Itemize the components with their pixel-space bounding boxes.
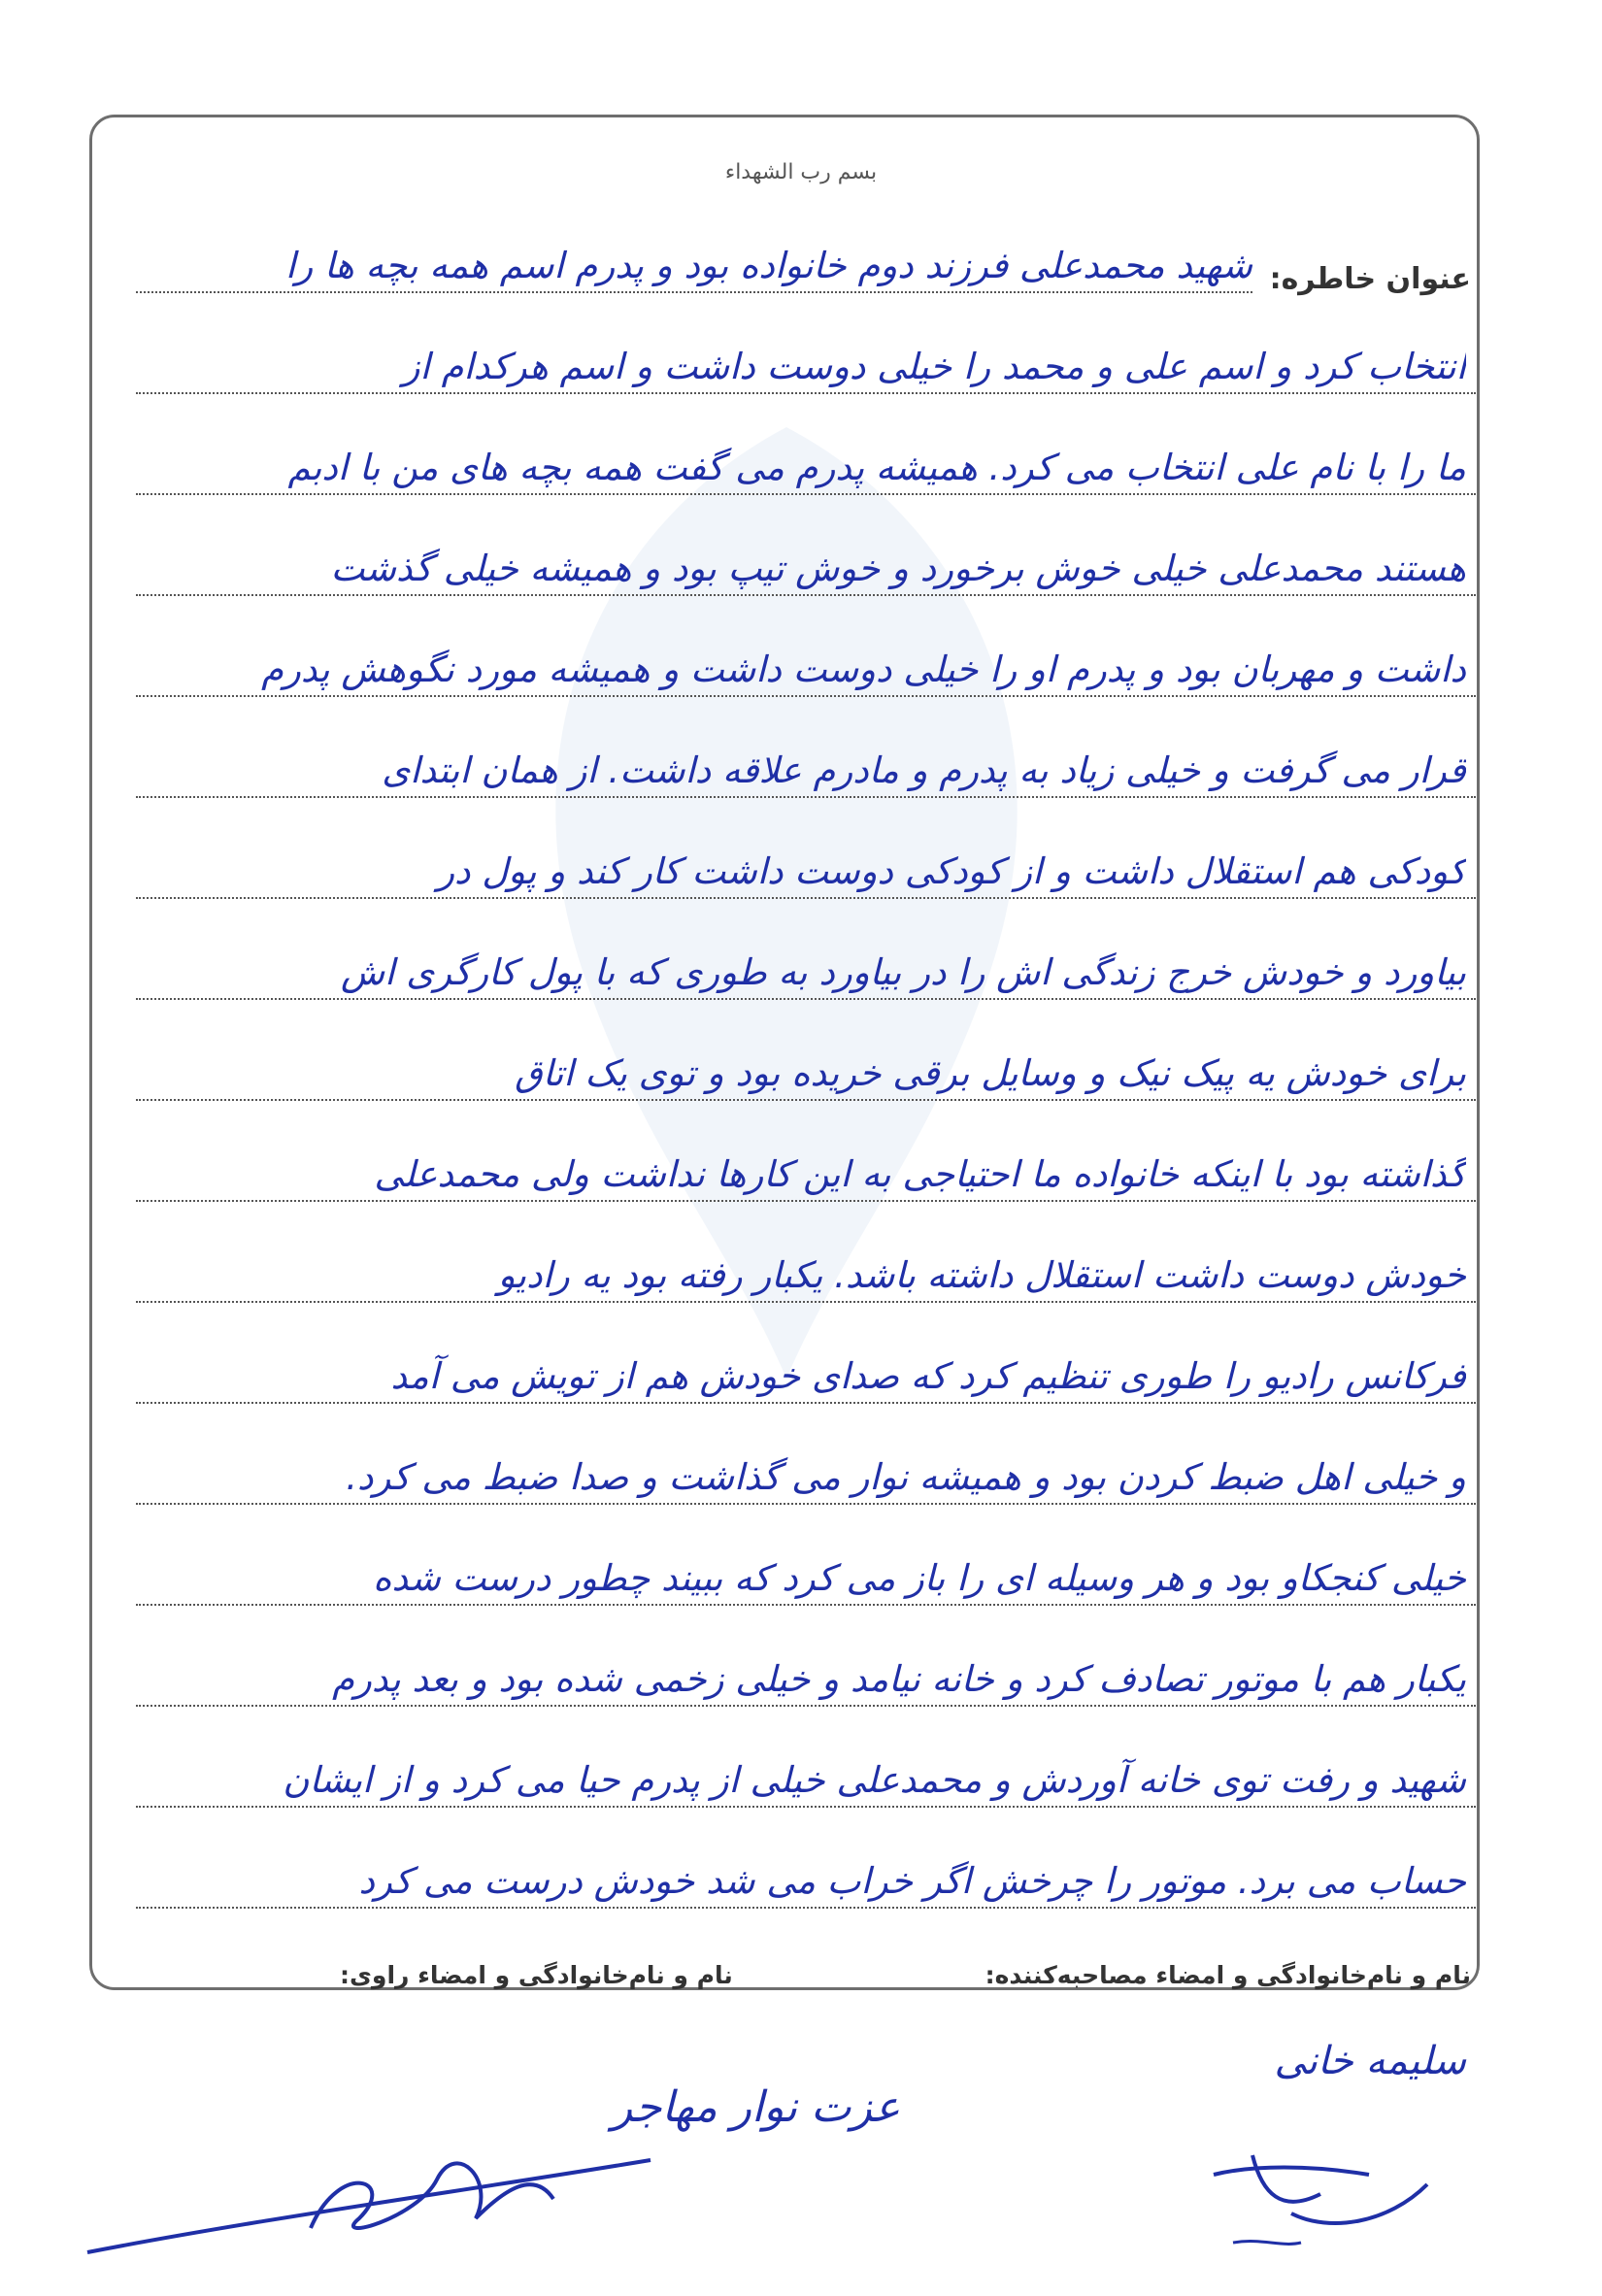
dotted-line xyxy=(136,1200,1476,1202)
dotted-line xyxy=(136,897,1476,899)
memoir-line: شهید محمدعلی فرزند دوم خانواده بود و پدرم اسم همه بچه ها را xyxy=(285,245,1252,286)
memoir-line: خودش دوست داشت استقلال داشته باشد. یکبار رفته بود یه رادیو xyxy=(497,1254,1466,1296)
dotted-line xyxy=(136,392,1476,394)
memoir-line: انتخاب کرد و اسم علی و محمد را خیلی دوست داشت و اسم هرکدام از xyxy=(402,346,1466,387)
memoir-line: هستند محمدعلی خیلی خوش برخورد و خوش تیپ بود و همیشه خیلی گذشت xyxy=(330,548,1466,589)
interviewer-signature xyxy=(1194,2029,1485,2281)
dotted-line xyxy=(136,1604,1476,1606)
narrator-signature-text: عزت نوار مهاجر xyxy=(612,2082,901,2132)
memoir-title-label: عنوان خاطره: xyxy=(1269,262,1471,296)
memoir-line: گذاشته بود با اینکه خانواده ما احتیاجی به این کارها نداشت ولی محمدعلی xyxy=(374,1153,1466,1195)
dotted-line xyxy=(136,493,1476,495)
memoir-line: بیاورد و خودش خرج زندگی اش را در بیاورد به طوری که با پول کارگری اش xyxy=(341,951,1466,993)
memoir-line: برای خودش یه پیک نیک و وسایل برقی خریده بود و توی یک اتاق xyxy=(515,1052,1466,1094)
memoir-line: ما را با نام علی انتخاب می کرد. همیشه پدرم می گفت همه بچه های من با ادبم xyxy=(287,447,1466,488)
dotted-line xyxy=(136,594,1476,596)
dotted-line xyxy=(136,1806,1476,1808)
memoir-line: خیلی کنجکاو بود و هر وسیله ای را باز می کرد که ببیند چطور درست شده xyxy=(373,1557,1466,1599)
dotted-line xyxy=(136,1099,1476,1101)
memoir-line: داشت و مهربان بود و پدرم او را خیلی دوست داشت و همیشه مورد نگوهش پدرم xyxy=(261,649,1466,690)
memoir-line: شهید و رفت توی خانه آوردش و محمدعلی خیلی از پدرم حیا می کرد و از ایشان xyxy=(283,1759,1466,1801)
interviewer-signature-label: نام و نام‌خانوادگی و امضاء مصاحبه‌کننده: xyxy=(985,1961,1471,1989)
narrator-signature-label: نام و نام‌خانوادگی و امضاء راوی: xyxy=(340,1961,733,1989)
dotted-line xyxy=(136,291,1252,293)
memoir-line: یکبار هم با موتور تصادف کرد و خانه نیامد و خیلی زخمی شده بود و بعد پدرم xyxy=(332,1658,1466,1700)
dotted-line xyxy=(136,998,1476,1000)
dotted-line xyxy=(136,1705,1476,1707)
dotted-line xyxy=(136,695,1476,697)
dotted-line xyxy=(136,796,1476,798)
interviewer-signature-text: سلیمه خانی xyxy=(1274,2039,1466,2083)
memoir-line: فرکانس رادیو را طوری تنظیم کرد که صدای خودش هم از تویش می آمد xyxy=(390,1355,1466,1397)
dotted-line xyxy=(136,1301,1476,1303)
dotted-line xyxy=(136,1907,1476,1909)
memoir-line: و خیلی اهل ضبط کردن بود و همیشه نوار می گذاشت و صدا ضبط می کرد. xyxy=(346,1456,1466,1498)
basmala-header: بسم رب الشهداء xyxy=(724,160,878,184)
dotted-line xyxy=(136,1503,1476,1505)
memoir-line: کودکی هم استقلال داشت و از کودکی دوست داشت کار کند و پول در xyxy=(437,850,1466,892)
memoir-line: حساب می برد. موتور را چرخش اگر خراب می شد خودش درست می کرد xyxy=(358,1860,1466,1902)
dotted-line xyxy=(136,1402,1476,1404)
narrator-signature xyxy=(68,2073,901,2267)
memoir-line: قرار می گرفت و خیلی زیاد به پدرم و مادرم علاقه داشت. از همان ابتدای xyxy=(382,749,1466,791)
